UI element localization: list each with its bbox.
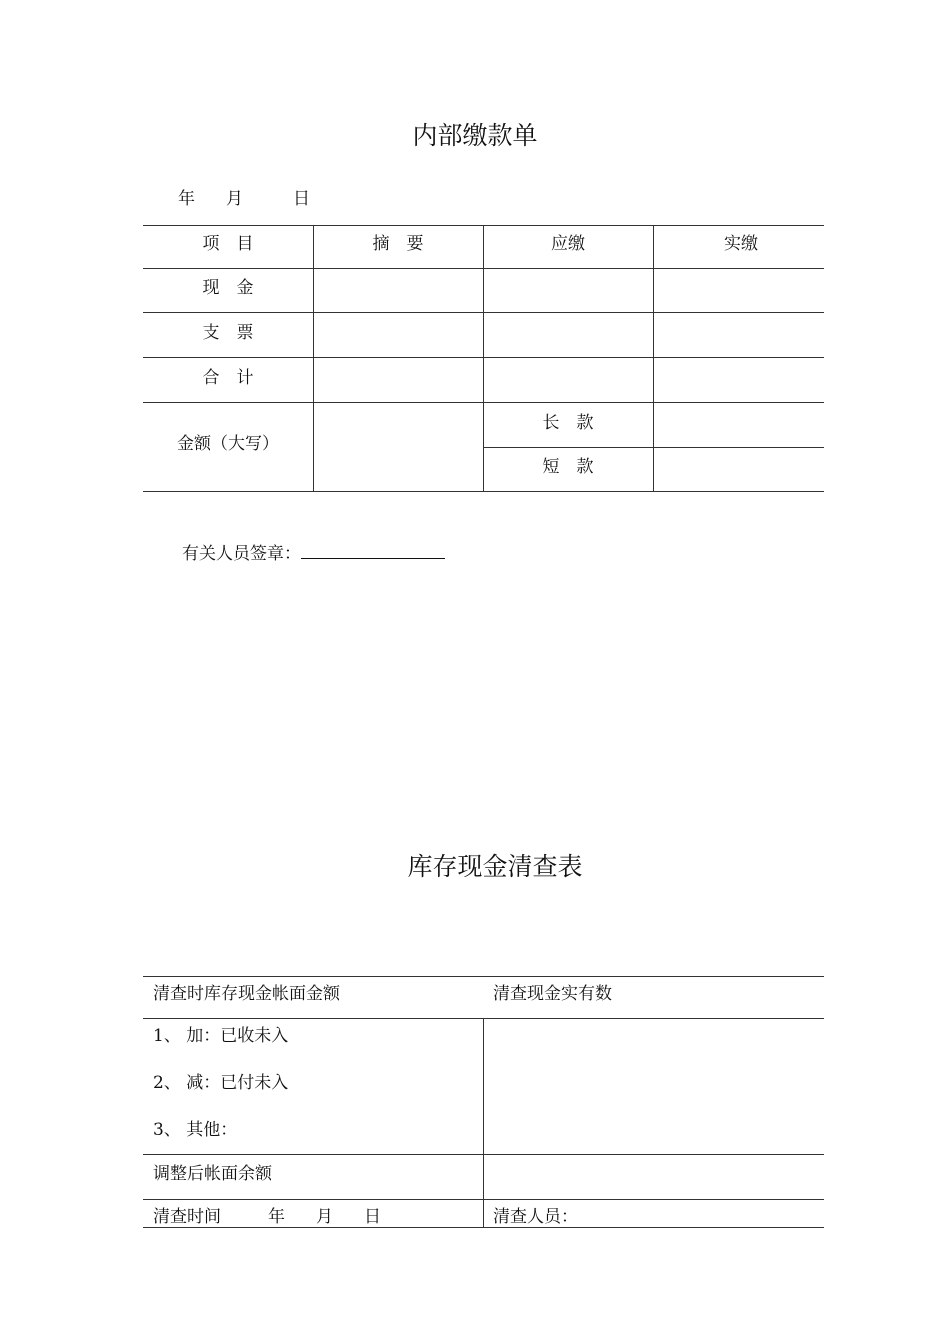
signature-line[interactable] xyxy=(301,542,445,559)
header-item: 项 目 xyxy=(202,234,254,254)
table-rule xyxy=(143,976,824,977)
table-rule xyxy=(484,447,824,448)
row-check: 支 票 xyxy=(202,323,254,343)
adjusted-balance-label: 调整后帐面余额 xyxy=(153,1164,272,1184)
adjustment-subtract: 2、 减：已付未入 xyxy=(153,1073,289,1093)
header-summary: 摘 要 xyxy=(372,234,424,254)
row-cash: 现 金 xyxy=(202,278,254,298)
form1-title: 内部缴款单 xyxy=(412,121,538,150)
short-label: 短 款 xyxy=(542,457,594,477)
signature-row xyxy=(182,539,445,564)
form1-date-day: 日 xyxy=(293,189,310,209)
check-date-year: 年 xyxy=(268,1207,285,1227)
form1-date-year: 年 xyxy=(178,189,195,209)
check-time-label: 清查时间 xyxy=(153,1207,221,1227)
adjustment-add: 1、 加：已收未入 xyxy=(153,1026,289,1046)
table-rule xyxy=(483,1018,484,1227)
book-amount-label: 清查时库存现金帐面金额 xyxy=(153,984,340,1004)
form1-date-month: 月 xyxy=(226,189,243,209)
long-label: 长 款 xyxy=(542,413,594,433)
table-rule xyxy=(313,225,314,491)
table-rule xyxy=(143,1227,824,1228)
amount-in-words-label: 金额（大写） xyxy=(177,434,279,454)
row-total: 合 计 xyxy=(202,368,254,388)
check-date-month: 月 xyxy=(316,1207,333,1227)
form2-title: 库存现金清查表 xyxy=(407,852,583,881)
checker-label: 清查人员： xyxy=(493,1207,578,1227)
header-payable: 应缴 xyxy=(551,234,585,254)
header-paid: 实缴 xyxy=(724,234,758,254)
actual-cash-label: 清查现金实有数 xyxy=(493,984,612,1004)
adjustment-other: 3、 其他： xyxy=(153,1120,238,1140)
check-date-day: 日 xyxy=(364,1207,381,1227)
signature-label: 有关人员签章： xyxy=(182,544,301,564)
table-rule xyxy=(143,491,824,492)
table-rule xyxy=(653,225,654,491)
